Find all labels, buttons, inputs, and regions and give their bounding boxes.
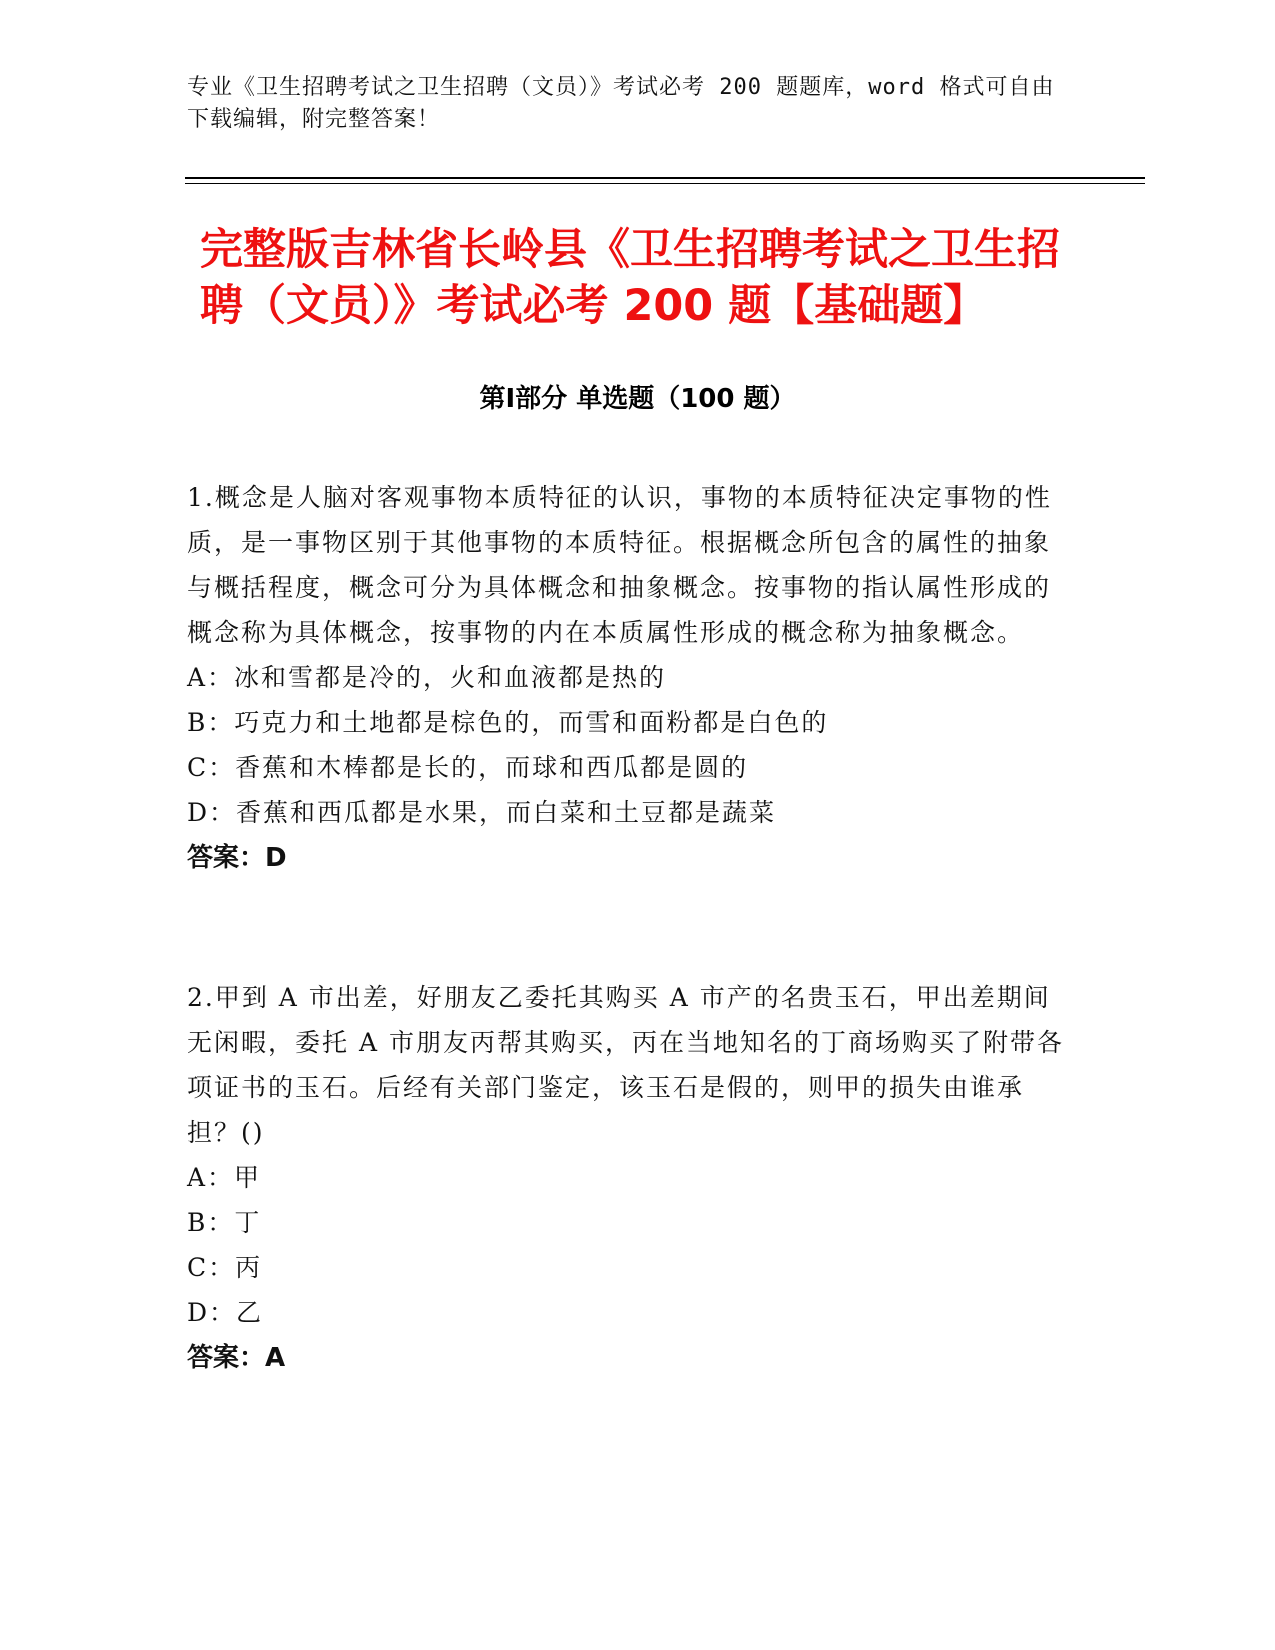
option-d: D：香蕉和西瓜都是水果，而白菜和土豆都是蔬菜 — [187, 798, 777, 827]
header-intro: 专业《卫生招聘考试之卫生招聘（文员）》考试必考 200 题题库，word 格式可自由下载编辑，附完整答案！ — [187, 75, 1055, 132]
option-b: B：丁 — [187, 1208, 262, 1237]
question-2 — [187, 975, 1067, 1381]
header-divider — [185, 177, 1145, 179]
option-c: C：丙 — [187, 1253, 263, 1282]
option-a: A：甲 — [187, 1163, 262, 1192]
question-1 — [187, 475, 1067, 881]
question-stem: 2.甲到 A 市出差，好朋友乙委托其购买 A 市产的名贵玉石，甲出差期间无闲暇，委托 A 市朋友丙帮其购买，丙在当地知名的丁商场购买了附带各项证书的玉石。后经有关部门鉴定，该玉石是假的，则甲的损失由谁承担？() — [187, 983, 1064, 1147]
option-c: C：香蕉和木棒都是长的，而球和西瓜都是圆的 — [187, 753, 749, 782]
answer-line: 答案：D — [187, 843, 287, 873]
option-a: A：冰和雪都是冷的，火和血液都是热的 — [187, 663, 667, 692]
answer-line: 答案：A — [187, 1343, 286, 1373]
question-stem: 1.概念是人脑对客观事物本质特征的认识，事物的本质特征决定事物的性质，是一事物区别于其他事物的本质特征。根据概念所包含的属性的抽象与概括程度，概念可分为具体概念和抽象概念。按事物的指认属性形成的概念称为具体概念，按事物的内在本质属性形成的概念称为抽象概念。 — [187, 483, 1052, 647]
option-d: D：乙 — [187, 1298, 264, 1327]
option-b: B：巧克力和土地都是棕色的，而雪和面粉都是白色的 — [187, 708, 829, 737]
header-divider-thin — [185, 183, 1145, 184]
document-title: 完整版吉林省长岭县《卫生招聘考试之卫生招聘（文员）》考试必考 200 题【基础题】 — [200, 225, 1060, 331]
section-heading: 第Ⅰ部分 单选题（100 题） — [479, 384, 796, 414]
